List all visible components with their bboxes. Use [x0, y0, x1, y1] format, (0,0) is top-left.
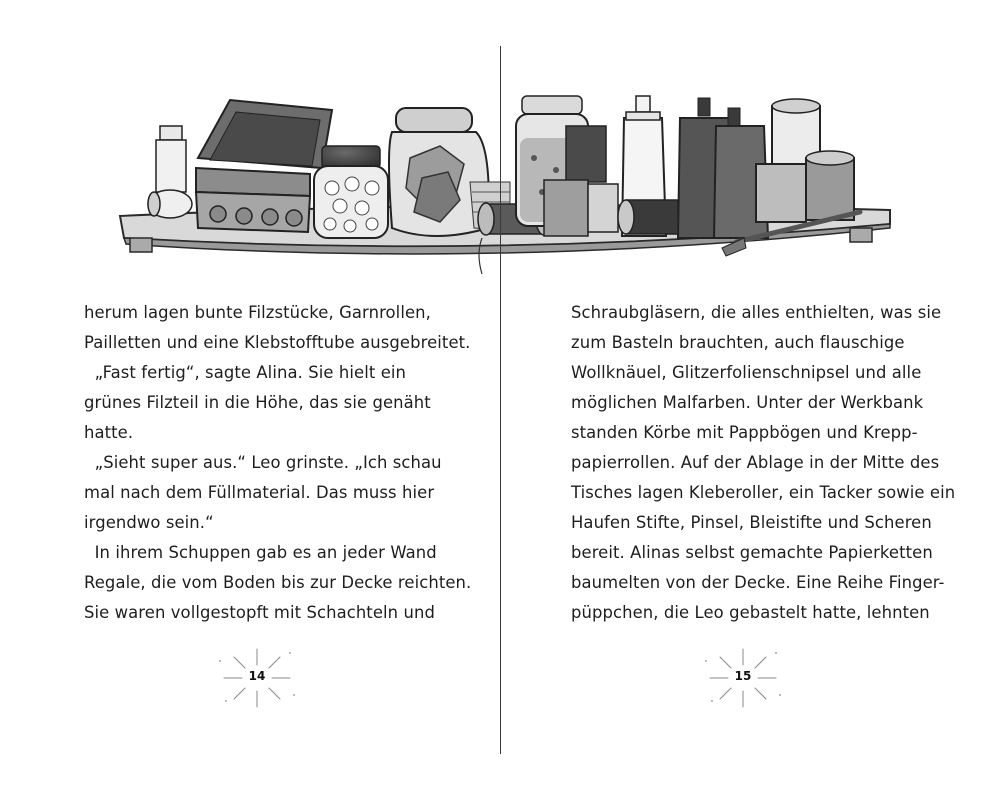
text-line: mal nach dem Füllmaterial. Das muss hier — [84, 483, 435, 502]
text-line: bereit. Alinas selbst gemachte Papierketten — [571, 543, 933, 562]
text-line: „Fast fertig“, sagte Alina. Sie hielt ein — [84, 363, 407, 382]
text-line: herum lagen bunte Filzstücke, Garnrollen, — [84, 303, 431, 322]
text-line: Tisches lagen Kleberoller, ein Tacker sowie ein — [571, 483, 956, 502]
text-line: hatte. — [84, 423, 134, 442]
pompom-jar-icon — [314, 146, 388, 238]
text-line: püppchen, die Leo gebastelt hatte, lehnten — [571, 603, 930, 622]
left-page-text — [84, 298, 484, 628]
text-line: Regale, die vom Boden bis zur Decke reichten. — [84, 573, 472, 592]
text-line: Sie waren vollgestopft mit Schachteln und — [84, 603, 435, 622]
page-number-label: 14 — [248, 669, 266, 683]
page-number-label: 15 — [734, 669, 752, 683]
text-line: „Sieht super aus.“ Leo grinste. „Ich schau — [84, 453, 442, 472]
right-page-text — [571, 298, 971, 628]
page-number-left — [212, 643, 302, 713]
text-line: irgendwo sein.“ — [84, 513, 214, 532]
dark-spool-icon — [618, 200, 678, 234]
text-line: Haufen Stifte, Pinsel, Bleistifte und Scheren — [571, 513, 932, 532]
paint-cans-icon — [756, 99, 854, 222]
text-line: möglichen Malfarben. Unter der Werkbank — [571, 393, 924, 412]
text-line: baumelten von der Decke. Eine Reihe Finger- — [571, 573, 945, 592]
page-gutter — [500, 46, 501, 754]
text-line: standen Körbe mit Pappbögen und Krepp- — [571, 423, 918, 442]
text-line: Schraubgläsern, die alles enthielten, was sie — [571, 303, 942, 322]
text-line: zum Basteln brauchten, auch flauschige — [571, 333, 905, 352]
page-number-right — [698, 643, 788, 713]
text-line: Wollknäuel, Glitzerfolienschnipsel und alle — [571, 363, 922, 382]
text-line: Pailletten und eine Klebstofftube ausgebreitet. — [84, 333, 471, 352]
text-line: In ihrem Schuppen gab es an jeder Wand — [84, 543, 437, 562]
text-line: grünes Filzteil in die Höhe, das sie genäht — [84, 393, 431, 412]
craft-shelf-illustration — [110, 88, 900, 278]
text-line: papierrollen. Auf der Ablage in der Mitte des — [571, 453, 940, 472]
glue-tube-icon — [148, 126, 192, 218]
